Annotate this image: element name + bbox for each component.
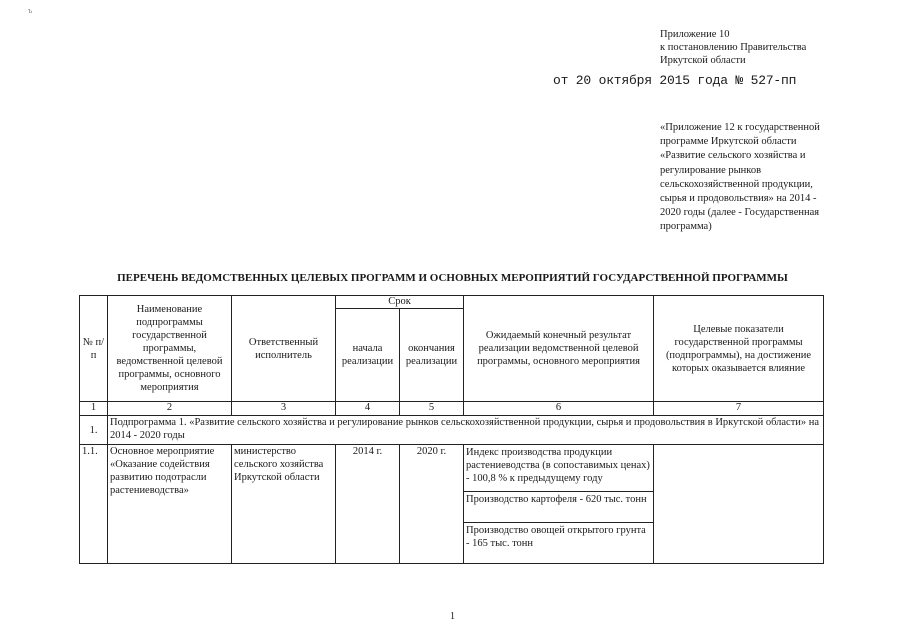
subprogram-row <box>80 416 824 445</box>
header-indicators: Целевые показатели государственной программы (подпрограммы), на достижение которых оказывается влияние <box>654 296 824 402</box>
header-start: начала реализации <box>336 309 400 402</box>
corner-mark: ъ <box>28 6 33 15</box>
row-name: Основное мероприятие «Оказание содействия развитию подотрасли растениеводства» <box>108 445 232 564</box>
col-number: 2 <box>108 402 232 416</box>
subprogram-num: 1. <box>80 416 108 445</box>
col-number: 7 <box>654 402 824 416</box>
col-number: 4 <box>336 402 400 416</box>
row-results <box>464 445 654 564</box>
appendix-line-2: к постановлению Правительства <box>660 42 807 53</box>
header-num: № п/п <box>80 296 108 402</box>
row-num: 1.1. <box>80 445 108 564</box>
header-end: окончания реализации <box>400 309 464 402</box>
header-executor: Ответственный исполнитель <box>232 296 336 402</box>
row-start: 2014 г. <box>336 445 400 564</box>
appendix-line-3: Иркутской области <box>660 55 746 66</box>
programs-table <box>79 295 824 564</box>
row-executor: министерство сельского хозяйства Иркутской области <box>232 445 336 564</box>
appendix-line-1: Приложение 10 <box>660 29 730 40</box>
appendix-header <box>660 28 806 67</box>
result-item: Производство овощей открытого грунта - 165 тыс. тонн <box>466 525 646 549</box>
row-indicators <box>654 445 824 564</box>
table-row <box>80 445 824 564</box>
header-result: Ожидаемый конечный результат реализации ведомственной целевой программы, основного мероприятия <box>464 296 654 402</box>
result-item: Индекс производства продукции растениеводства (в сопоставимых ценах) - 100,8 % к предыдущему году <box>464 445 653 492</box>
header-term: Срок <box>336 296 464 309</box>
column-numbers-row <box>80 402 824 416</box>
annex-reference: «Приложение 12 к государственной программе Иркутской области «Развитие сельского хозяйства и регулирование рынков сельскохозяйственной продукции, сырья и продовольствия» на 2014 - 2020 годы (далее - Государственная программа) <box>660 122 820 233</box>
header-row-1 <box>80 296 824 309</box>
result-item: Производство картофеля - 620 тыс. тонн <box>464 492 653 523</box>
col-number: 5 <box>400 402 464 416</box>
decree-stamp: от 20 октября 2015 года № 527-пп <box>553 73 797 88</box>
col-number: 1 <box>80 402 108 416</box>
page-number: 1 <box>450 611 455 622</box>
subprogram-title: Подпрограмма 1. «Развитие сельского хозяйства и регулирование рынков сельскохозяйственной продукции, сырья и продовольствия в Иркутской области» на 2014 - 2020 годы <box>108 416 824 445</box>
col-number: 6 <box>464 402 654 416</box>
col-number: 3 <box>232 402 336 416</box>
header-name: Наименование подпрограммы государственной программы, ведомственной целевой программы, основного мероприятия <box>108 296 232 402</box>
row-end: 2020 г. <box>400 445 464 564</box>
page-title: ПЕРЕЧЕНЬ ВЕДОМСТВЕННЫХ ЦЕЛЕВЫХ ПРОГРАММ И ОСНОВНЫХ МЕРОПРИЯТИЙ ГОСУДАРСТВЕННОЙ ПРОГРАММЫ <box>117 272 788 284</box>
